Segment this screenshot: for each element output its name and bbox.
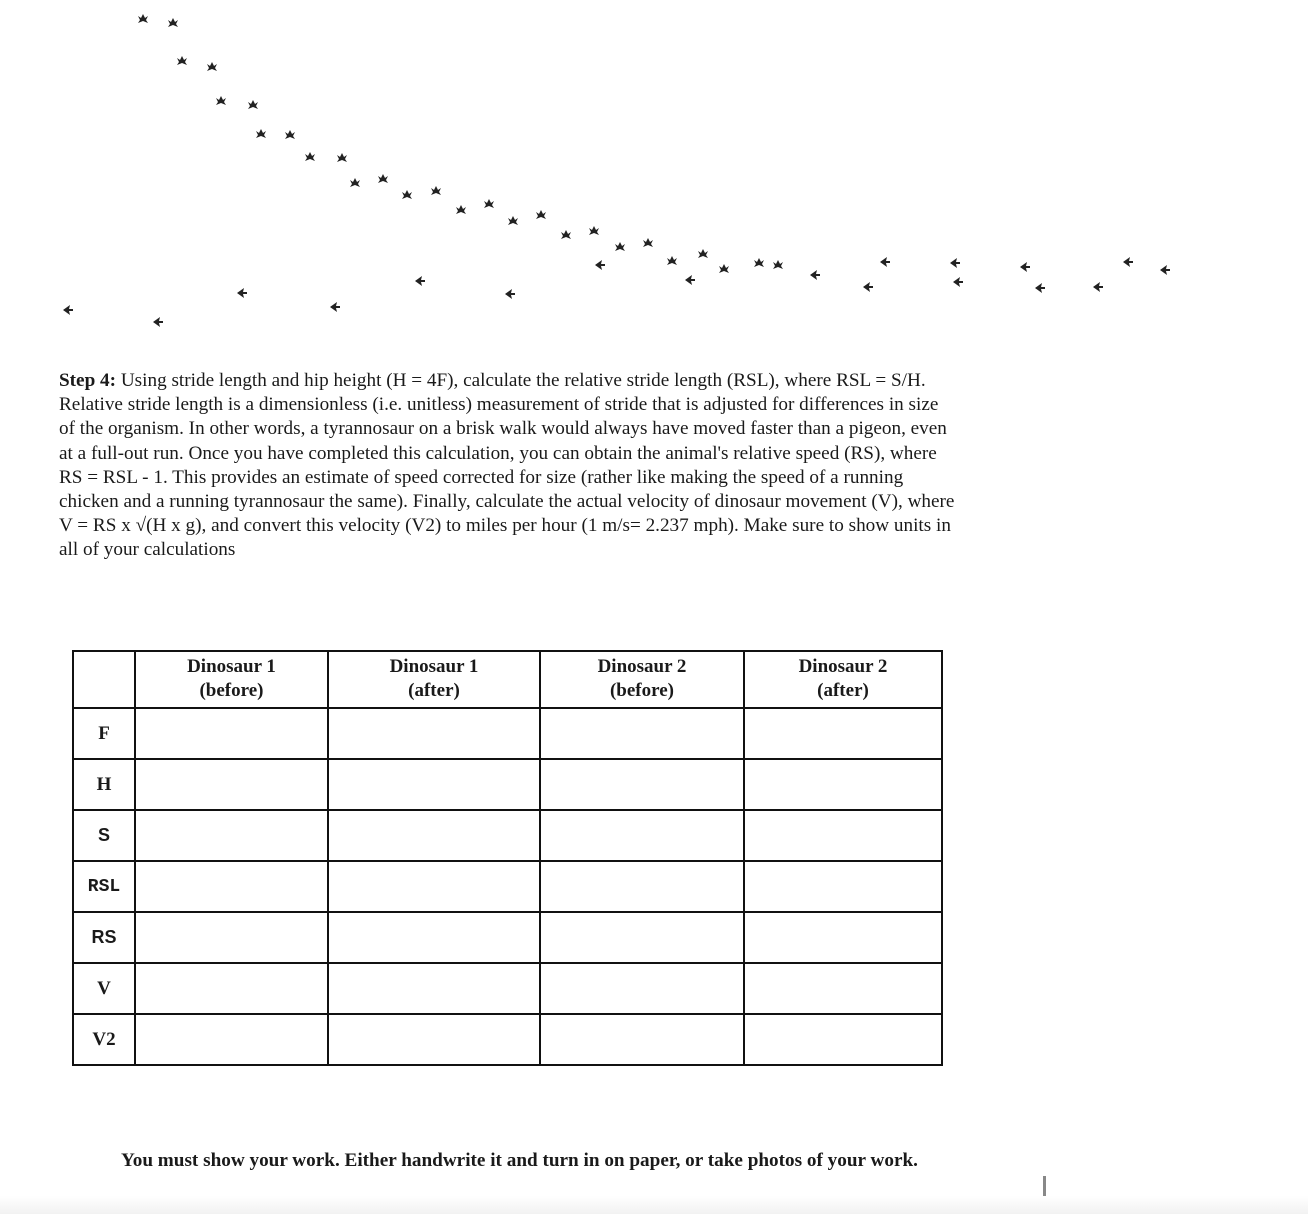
table-cell[interactable] <box>328 861 540 912</box>
table-cell[interactable] <box>744 1014 942 1065</box>
corner-cell <box>73 651 135 708</box>
footprint-icon <box>667 256 677 265</box>
page-edge <box>0 1196 1308 1214</box>
column-header: Dinosaur 1 (after) <box>328 651 540 708</box>
footprint-icon <box>698 249 708 258</box>
table-row <box>73 708 942 759</box>
footprint-icon <box>337 153 347 162</box>
footprint-icon <box>536 210 546 219</box>
row-label: RS <box>73 912 135 963</box>
table-cell[interactable] <box>135 963 328 1014</box>
column-header: Dinosaur 1 (before) <box>135 651 328 708</box>
table-cell[interactable] <box>328 963 540 1014</box>
table-cell[interactable] <box>135 861 328 912</box>
table-cell[interactable] <box>328 810 540 861</box>
table-cell[interactable] <box>744 708 942 759</box>
footprint-icon <box>305 152 315 161</box>
footprint-icon <box>431 186 441 195</box>
footprint-icon <box>950 258 960 268</box>
table-row <box>73 759 942 810</box>
row-label: H <box>73 759 135 810</box>
footprint-icon <box>561 230 571 239</box>
table-cell[interactable] <box>540 708 744 759</box>
table-row <box>73 810 942 861</box>
footprint-icon <box>1160 265 1170 275</box>
footprint-icon <box>508 216 518 225</box>
row-label: S <box>73 810 135 861</box>
table-cell[interactable] <box>540 861 744 912</box>
footprint-icon <box>1035 283 1045 293</box>
footprint-icon <box>1123 257 1133 267</box>
footprint-icon <box>880 257 890 267</box>
table-cell[interactable] <box>328 1014 540 1065</box>
table-cell[interactable] <box>135 912 328 963</box>
column-header: Dinosaur 2 (after) <box>744 651 942 708</box>
footer-note: You must show your work. Either handwrite it and turn in on paper, or take photos of your work. <box>121 1150 918 1171</box>
table-cell[interactable] <box>328 912 540 963</box>
footprint-icon <box>595 260 605 270</box>
footprint-icon <box>402 190 412 199</box>
step-label: Step 4: <box>59 370 117 391</box>
table-cell[interactable] <box>744 912 942 963</box>
footprint-icon <box>685 275 695 285</box>
table-cell[interactable] <box>328 708 540 759</box>
footprint-icon <box>754 258 764 267</box>
footprint-icon <box>168 18 178 27</box>
row-label: V <box>73 963 135 1014</box>
column-header: Dinosaur 2 (before) <box>540 651 744 708</box>
table-cell[interactable] <box>540 963 744 1014</box>
table-header-row <box>73 651 942 708</box>
trackway-diagram <box>0 0 1308 340</box>
table-cell[interactable] <box>744 861 942 912</box>
table-row <box>73 912 942 963</box>
trackway-2 <box>63 257 1170 327</box>
results-table <box>72 650 943 1066</box>
step-4-instructions <box>59 369 959 563</box>
table-row <box>73 963 942 1014</box>
table-cell[interactable] <box>135 1014 328 1065</box>
footprint-icon <box>484 199 494 208</box>
footprint-icon <box>953 277 963 287</box>
row-label: F <box>73 708 135 759</box>
footprint-icon <box>256 129 266 138</box>
footprint-icon <box>63 305 73 315</box>
footprint-icon <box>773 260 783 269</box>
footprint-icon <box>863 282 873 292</box>
table-cell[interactable] <box>328 759 540 810</box>
table-cell[interactable] <box>135 759 328 810</box>
footprint-icon <box>216 96 226 105</box>
table-cell[interactable] <box>540 759 744 810</box>
footprint-icon <box>719 264 729 273</box>
footprint-icon <box>643 238 653 247</box>
row-label: V2 <box>73 1014 135 1065</box>
table-cell[interactable] <box>135 708 328 759</box>
footprint-icon <box>415 276 425 286</box>
footprint-icon <box>1093 282 1103 292</box>
trackway-1 <box>138 14 783 273</box>
table-row <box>73 861 942 912</box>
footprint-icon <box>589 226 599 235</box>
footprint-icon <box>330 302 340 312</box>
step-body: Using stride length and hip height (H = 4F), calculate the relative stride length (RSL), where RSL = S/H. Relative stride length is a dimensionless (i.e. unitless) measurement of stride that is adjusted for differences in size of the organism. In other words, a tyrannosaur on a brisk walk would always have moved faster than a pigeon, even at a full-out run. Once you have completed this calculation, you can obtain the animal's relative speed (RS), where RS = RSL - 1. This provides an estimate of speed corrected for size (rather like making the speed of a running chicken and a running tyrannosaur the same). Finally, calculate the actual velocity of dinosaur movement (V), where V = RS x √(H x g), and convert this velocity (V2) to miles per hour (1 m/s= 2.237 mph). Make sure to show units in all of your calculations <box>59 370 955 561</box>
table-cell[interactable] <box>135 810 328 861</box>
row-label: RSL <box>73 861 135 912</box>
footprint-icon <box>615 242 625 251</box>
footprint-icon <box>505 289 515 299</box>
table-cell[interactable] <box>744 810 942 861</box>
footprint-icon <box>237 288 247 298</box>
table-cell[interactable] <box>540 810 744 861</box>
table-cell[interactable] <box>744 759 942 810</box>
table-cell[interactable] <box>540 1014 744 1065</box>
footprint-icon <box>810 270 820 280</box>
footprint-icon <box>138 14 148 23</box>
footprint-icon <box>1020 262 1030 272</box>
table-row <box>73 1014 942 1065</box>
table-cell[interactable] <box>540 912 744 963</box>
footprint-icon <box>248 100 258 109</box>
footprint-icon <box>285 130 295 139</box>
footprint-icon <box>456 205 466 214</box>
table-cell[interactable] <box>744 963 942 1014</box>
footprint-icon <box>207 62 217 71</box>
footprint-icon <box>153 317 163 327</box>
footprint-icon <box>350 178 360 187</box>
footprint-icon <box>378 174 388 183</box>
footprint-icon <box>177 56 187 65</box>
